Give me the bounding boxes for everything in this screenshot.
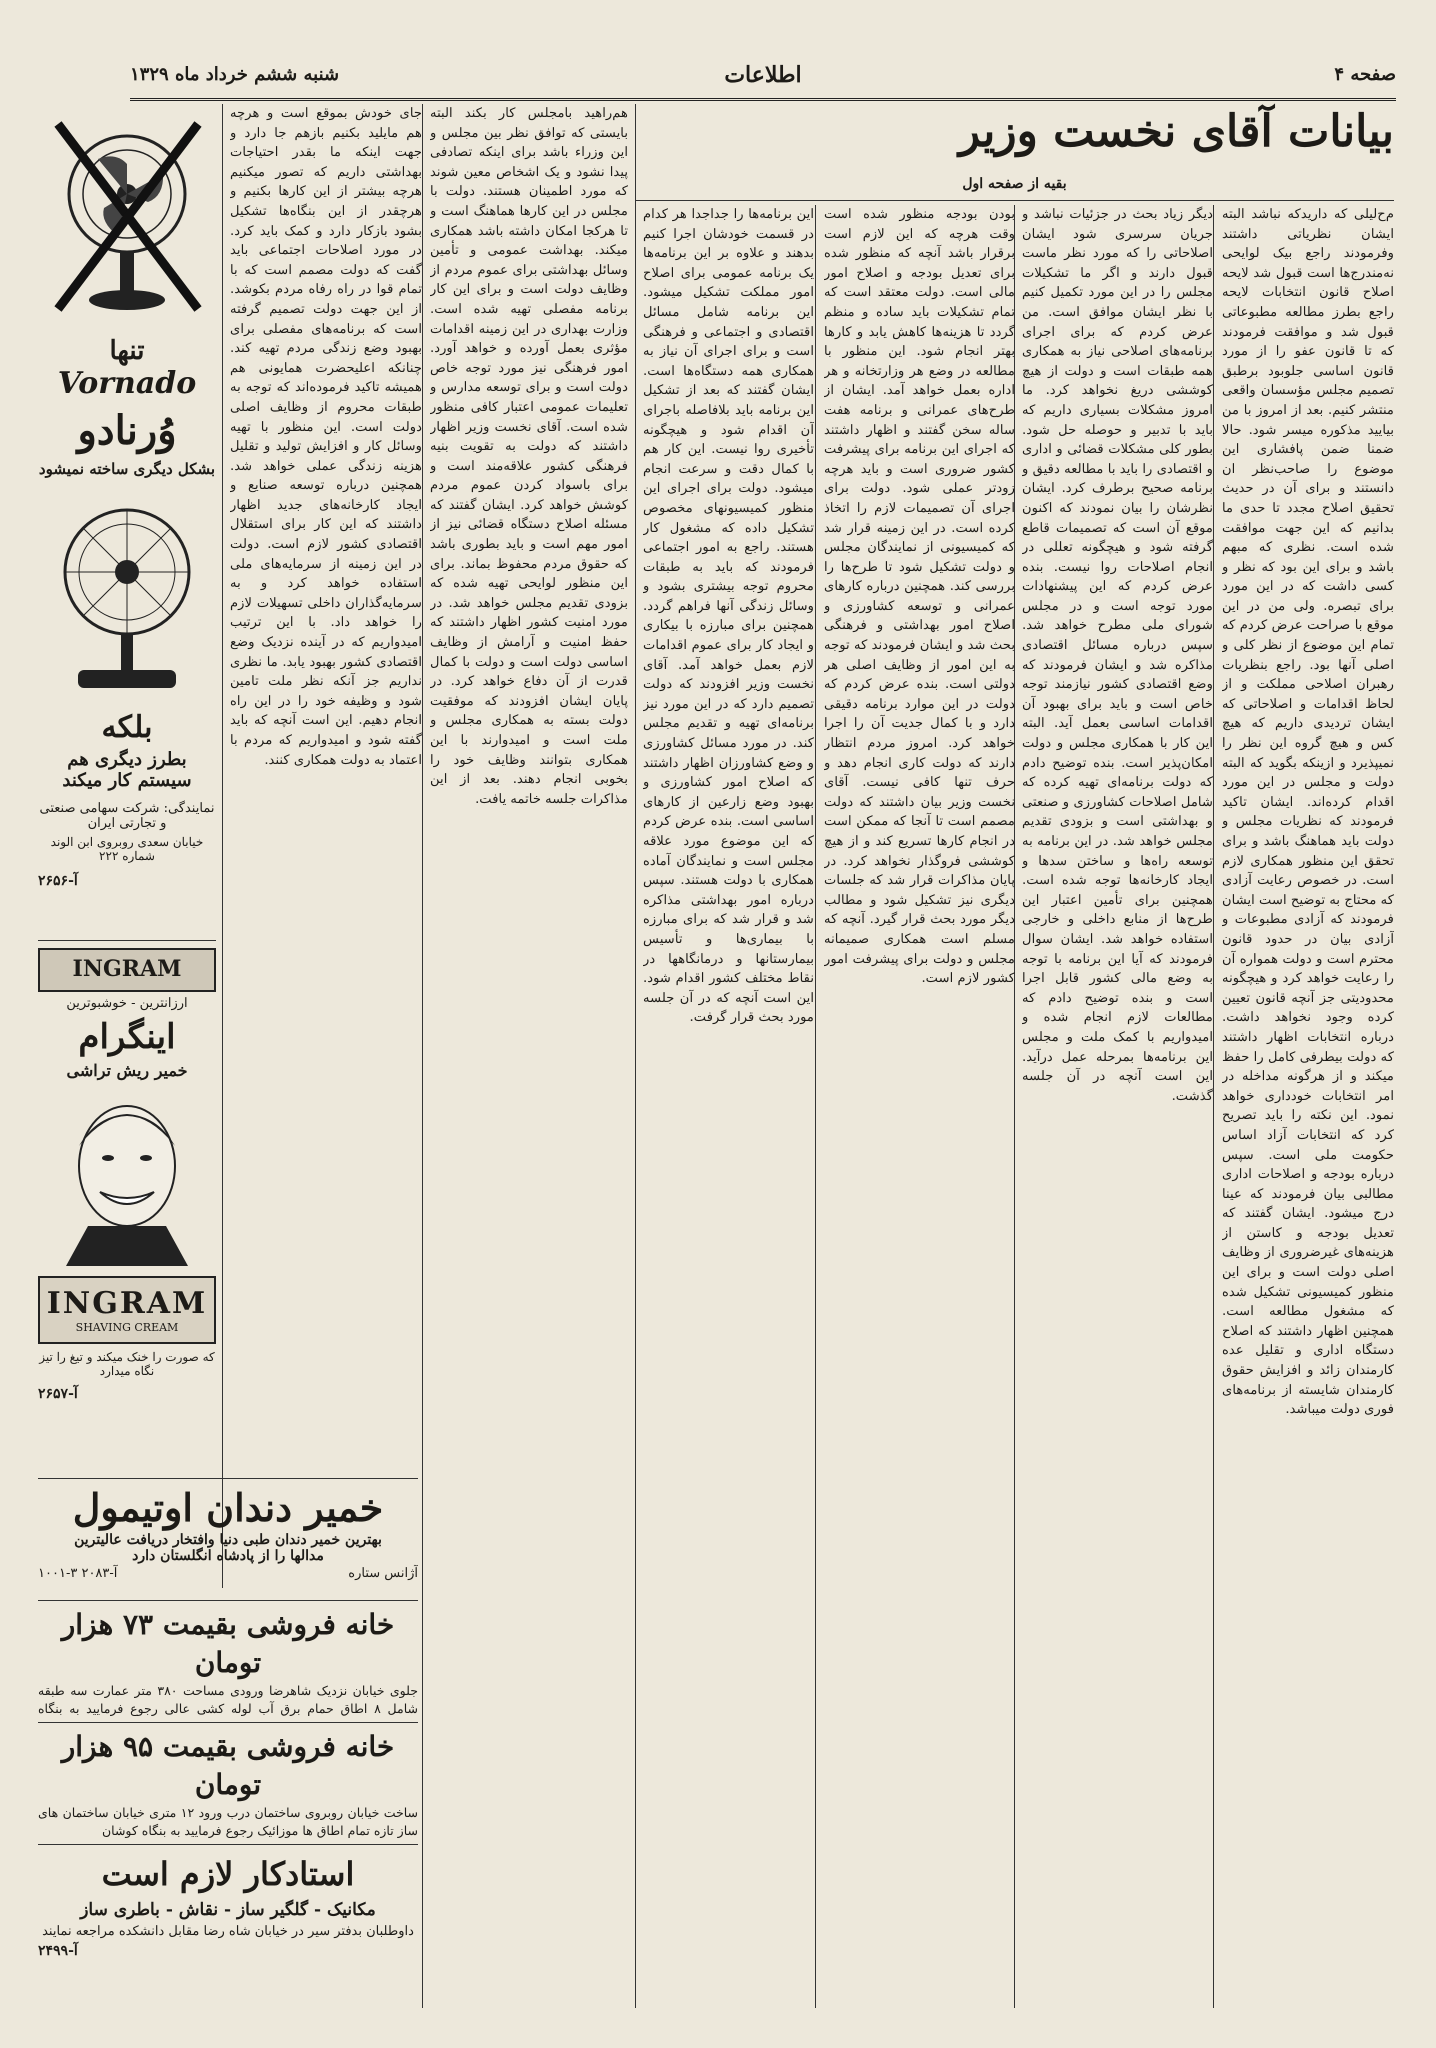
article-column-6: جای خودش بموقع است و هرچه هم مایلید بکنیم بازهم جا دارد و جهت اینکه ما بقدر احتیاجات بهداشتی داریم که تصور میکنیم هرچه بیشتر از این کارها بکنیم و هرچقدر از این بنگاه‌ها تشکیل بشود بازکار دارد و کمک باید کرد. در مورد اصلاحات اجتماعی باید گفت که دولت مصمم است که با تمام قوا در راه رفاه مردم بکوشد. از این جهت دولت تصمیم گرفته است که برنامه‌های مفصلی برای بهبود وضع زندگی مردم تهیه کند. چنانکه اعلیحضرت همایونی هم همیشه تاکید فرموده‌اند که توجه به طبقات محروم از وظایف اصلی دولت است. این منظور با تهیه وسائل کار و افزایش تولید و تقلیل هزینه زندگی عملی خواهد شد. همچنین درباره توسعه صنایع و ایجاد کارخانه‌های جدید اظهار داشتند که این کار برای استقلال اقتصادی کشور لازم است. دولت در این زمینه از سرمایه‌های ملی استفاده خواهد کرد و به سرمایه‌گذاران داخلی تسهیلات لازم را خواهد داد. با این ترتیب امیدواریم که در آینده نزدیک وضع اقتصادی کشور بهبود یابد. ما نظری نداریم جز آنکه نظر ملت تامین شود و وظیفه خود را در این راه انجام دهیم. این است آنچه که باید گفته شود و امیدواریم که مردم با اعتماد به دولت همکاری کنند. <box>230 106 422 768</box>
article-column-5: هم‌راهید بامجلس کار بکند البته بایستی که توافق نظر بین مجلس و این وزراء باشد برای اینکه تصادفی پیدا نشود و یک اشخاص معین شوند که مورد اطمینان هستند. دولت با مجلس در این کارها هماهنگ است و تا هرکجا امکان داشته باشد همکاری میکند. بهداشت عمومی و تأمین وسائل بهداشتی برای عموم مردم از وظایف دولت است و برای این کار برنامه مفصلی تهیه شده است. وزارت بهداری در این زمینه اقدامات مؤثری بعمل آورده و خواهد آورد. امور فرهنگی نیز مورد توجه خاص دولت است و برای توسعه مدارس و تعلیمات عمومی اعتبار کافی منظور شده است. آقای نخست وزیر اظهار داشتند که دولت به تقویت بنیه فرهنگی کشور علاقه‌مند است و برای باسواد کردن عموم مردم کوشش خواهد کرد. ایشان گفتند که مسئله اصلاح دستگاه قضائی نیز از امور مهم است و باید بطوری باشد که حقوق مردم محفوظ بماند. برای این منظور لوایحی تهیه شده که بزودی تقدیم مجلس خواهد شد. در مورد امنیت کشور اظهار داشتند که حفظ امنیت و آرامش از وظایف اساسی دولت است و دولت با کمال قدرت از آن دفاع خواهد کرد. در پایان ایشان افزودند که موفقیت دولت بسته به همکاری مجلس و ملت است و امیدوارند با این همکاری بتوانند وظایف خود را بخوبی انجام دهند. بعد از این مذاکرات جلسه خاتمه یافت. <box>430 106 628 807</box>
ad-divider <box>38 1600 418 1601</box>
ingram-sub: SHAVING CREAM <box>75 1321 179 1334</box>
fan-tagline: بشکل دیگری ساخته نمیشود <box>38 460 216 478</box>
job-body: مکانیک - گلگیر ساز - نقاش - باطری ساز <box>80 1900 376 1920</box>
fan-top-word: تنها <box>109 336 145 366</box>
ingram-brand-persian: اینگرام <box>78 1017 176 1057</box>
house2-body: ساخت خیابان روبروی ساختمان درب ورود ۱۲ متری خیابان ساختمان های ساز تازه تمام اطاق ها موزائیک رجوع فرمایید به بنگاه کوشان <box>38 1805 418 1838</box>
house-sale-ad-2 <box>38 1728 418 1838</box>
headline-rule <box>635 200 1394 201</box>
paper-name: اطلاعات <box>724 62 802 88</box>
ad-divider <box>38 940 216 941</box>
toothpaste-agent: آژانس ستاره <box>348 1566 418 1581</box>
page-header <box>130 58 1396 101</box>
fan-body: بطرز دیگری هم سیستم کار میکند <box>62 749 192 791</box>
continued-note: بقیه از صفحه اول <box>962 176 1067 192</box>
job-title: استادکار لازم است <box>101 1855 355 1893</box>
column-rule <box>815 205 816 2008</box>
house2-title: خانه فروشی بقیمت ۹۵ هزار تومان <box>61 1730 395 1801</box>
ingram-note: که صورت را خنک میکند و تیغ را تیز نگاه میدارد <box>39 1350 215 1378</box>
toothpaste-line1: بهترین خمیر دندان طبی دنیا وافتخار دریافت عالیترین <box>74 1532 382 1548</box>
job-ad-code: آ-۲۴۹۹ <box>38 1943 78 1959</box>
article-column-2: دیگر زیاد بحث در جزئیات نباشد و جریان سرسری شود ایشان اصلاحاتی را که مورد نظر ماست قبول دارند و اگر ما تشکیلات مجلس را در این مورد تکمیل کنیم با نظر ایشان موافق است. من عرض کردم که برای اجرای برنامه‌های اصلاحی نیاز به همکاری همه طبقات است و دولت از هیچ کوششی دریغ نخواهد کرد. ما امروز مشکلات بسیاری داریم که باید با تدبیر و حوصله حل شود. بطور کلی مشکلات قضائی و اداری و اقتصادی را باید با مطالعه دقیق و برنامه صحیح برطرف کرد. ایشان نظرشان را بیان نمودند که اکنون موقع آن است که تصمیمات قاطع گرفته شود و هیچگونه تعللی در انجام اصلاحات روا نیست. بنده عرض کردم که این پیشنهادات مورد توجه است و در مجلس شورای ملی مطرح خواهد شد. سپس درباره مسائل اقتصادی مذاکره شد و ایشان فرمودند که وضع اقتصادی کشور نیازمند توجه خاص است و باید برای بهبود آن اقدامات اساسی بعمل آید. البته این کار با همکاری مجلس و دولت امکان‌پذیر است. بنده توضیح دادم که دولت برنامه‌ای تهیه کرده که شامل اصلاحات کشاورزی و صنعتی و بهداشتی است و بزودی تقدیم مجلس خواهد شد. در این برنامه به توسعه راه‌ها و ساختن سدها و ایجاد کارخانه‌ها توجه شده است. همچنین برای تأمین اعتبار این طرح‌ها از منابع داخلی و خارجی استفاده خواهد شد. ایشان سوال فرمودند که آیا این برنامه با توجه به وضع مالی کشور قابل اجرا است و بنده توضیح دادم که مطالعات لازم انجام شده و امیدواریم با کمک ملت و مجلس این برنامه‌ها بمرحله عمل درآید. این است آنچه در آن جلسه گذشت. <box>1022 207 1213 1104</box>
job-ad <box>38 1852 418 2002</box>
ingram-brand: INGRAM <box>46 1286 208 1321</box>
fan-brand-latin: Vornado <box>57 366 197 401</box>
ingram-tagline: خمیر ریش تراشی <box>66 1061 188 1080</box>
issue-date: شنبه ششم خرداد ماه ۱۳۲۹ <box>130 64 340 85</box>
toothpaste-line2: مدالها را از پادشاه انگلستان دارد <box>132 1548 324 1564</box>
ingram-tube-top: INGRAM <box>38 948 216 992</box>
article-headline: بیانات آقای نخست وزیر <box>958 106 1394 157</box>
house1-body: جلوی خیابان نزدیک شاهرضا ورودی مساحت ۳۸۰ متر عمارت سه طبقه شامل ۸ اطاق حمام برق آب لوله کشی عالی رجوع فرمایید به بنگاه <box>38 1683 418 1716</box>
fan-subtitle: بلکه <box>101 710 153 745</box>
ad-divider <box>38 1722 418 1723</box>
column-rule <box>222 104 223 1588</box>
fan-address: خیابان سعدی روبروی ابن الوند شماره ۲۲۲ <box>50 835 204 863</box>
fan-agent: نمایندگی: شرکت سهامی صنعتی و تجارتی ایران <box>39 801 215 831</box>
ingram-ad <box>38 948 216 1468</box>
ad-divider <box>38 1844 418 1845</box>
fan-crossed-out-icon <box>38 104 216 324</box>
fan-ad-code: آ-۲۶۵۶ <box>38 873 78 889</box>
smiling-man-icon <box>38 1086 216 1266</box>
column-rule <box>422 104 423 2008</box>
ad-divider <box>38 1478 418 1479</box>
fan-brand-persian: وُرنادو <box>77 407 177 454</box>
toothpaste-ad <box>38 1484 418 1596</box>
toothpaste-title: خمیر دندان اوتیمول <box>72 1485 384 1530</box>
fan-ad <box>38 104 216 934</box>
page-number: صفحه ۴ <box>1334 64 1396 85</box>
ingram-banner: ارزانترین - خوشبوترین <box>66 996 188 1011</box>
ingram-tube <box>38 1276 216 1344</box>
toothpaste-ad-code: آ-۲۰۸۳ ۳-۱۰۰۱ <box>38 1566 118 1581</box>
ingram-ad-code: آ-۲۶۵۷ <box>38 1386 78 1402</box>
article-column-1: م‌ح‌لیلی که داریدکه نباشد البته ایشان نظریاتی داشتند وفرمودند راجع بیک لوایحی نه‌مندرج‌ها است قبول شد لایحه اصلاح قانون انتخابات لایحه راجع بطرز مطالعه مطبوعاتی قبول شد و موافقت فرمودند که تا قانون عفو را از مورد قانون اساسی جلوبود برطبق تصمیم مجلس مؤسسان واقعی منتشر کنیم. بعد از امروز با من بیایید مذکوره میسر شود. حالا ضمنا ضمن پافشاری این موضوع را صاحب‌نظر ان دانستند و برای آن در حدیث تحقیق اصلاح مجدد تا حدی ما بدانیم که این جهت موافقت شده است. نظری که مبهم باشد و برای این بود که نظر و کسی داشت که در این مورد برای تبصره. ولی من در این موقع با صراحت عرض کردم که تمام این موضوع از نظر کلی و اصلی آنها بود. راجع بنظریات رهبران اصلاحی مملکت و از لحاظ اقدامات و اصلاحاتی که ایشان تردیدی داریم که هیچ کس و هیچ گروه این نظر را نمیپذیرد و ازینکه بگوید که البته دولت و مجلس در این مورد اقدام کرده‌اند. ایشان تاکید فرمودند که نظریات مجلس و دولت باید هماهنگ باشد و برای تحقق این منظور همکاری لازم است. در خصوص رعایت آزادی که محتاج به توضیح است ایشان فرمودند که آزادی مطبوعات و آزادی بیان در حدود قانون محترم است و دولت همواره آن را رعایت خواهد کرد و هیچگونه محدودیتی جز آنچه قانون تعیین کرده وجود نخواهد داشت. درباره انتخابات اظهار داشتند که دولت بیطرفی کامل را حفظ میکند و از هرگونه مداخله در امر انتخابات خودداری خواهد نمود. این نکته را باید تصریح کرد که انتخابات آزاد اساس حکومت ملی است. سپس درباره بودجه و اصلاحات اداری مطالبی بیان فرمودند که عینا درج میشود. ایشان گفتند که تعدیل بودجه و کاستن از هزینه‌های غیرضروری از وظایف اصلی دولت است و برای این منظور کمیسیونی تشکیل شده که مشغول مطالعه است. همچنین اظهار داشتند که اصلاح دستگاه اداری و تقلیل عده کارمندان زائد و افزایش حقوق کارمندان شایسته از برنامه‌های فوری دولت میباشد. <box>1222 207 1394 1418</box>
column-rule <box>635 104 636 2008</box>
house-sale-ad-1 <box>38 1606 418 1716</box>
article-column-3: بودن بودجه منظور شده است وقت هرچه که این لازم است برقرار باشد آنچه که منظور شده برای تعدیل بودجه و اصلاح امور مالی است. دولت معتقد است که تمام تشکیلات باید ساده و منظم گردد تا هزینه‌ها کاهش یابد و کارها بهتر انجام شود. این منظور با مطالعه در وضع هر وزارتخانه و هر اداره بعمل خواهد آمد. ایشان از طرح‌های عمرانی و برنامه هفت ساله سخن گفتند و اظهار داشتند که اجرای این برنامه برای پیشرفت کشور ضروری است و باید هرچه زودتر عملی شود. دولت برای اجرای آن تصمیمات لازم را اتخاذ کرده است. در این زمینه قرار شد که کمیسیونی از نمایندگان مجلس و دولت تشکیل شود تا طرح‌ها را بررسی کند. همچنین درباره کارهای عمرانی و توسعه کشاورزی و اصلاح امور بهداشتی و فرهنگی بحث شد و ایشان فرمودند که توجه به این امور از وظایف اصلی هر دولتی است. بنده عرض کردم که دولت در این موارد برنامه دقیقی دارد و با کمال جدیت آن را اجرا خواهد کرد. امروز مردم انتظار دارند که دولت کاری انجام دهد و حرف تنها کافی نیست. آقای نخست وزیر بیان داشتند که دولت مصمم است تا آنجا که ممکن است در انجام کارها تسریع کند و از هیچ کوششی فروگذار نخواهد کرد. در پایان مذاکرات قرار شد که جلسات دیگری نیز تشکیل شود و مطالب دیگر مورد بحث قرار گیرد. آنچه که مسلم است همکاری صمیمانه مجلس و دولت برای پیشرفت امور کشور لازم است. <box>824 207 1015 987</box>
house1-title: خانه فروشی بقیمت ۷۳ هزار تومان <box>61 1608 395 1679</box>
fan-illustration-icon <box>38 492 216 702</box>
column-rule <box>1213 205 1214 2008</box>
article-column-4: این برنامه‌ها را جداجدا هر کدام در قسمت خودشان اجرا کنیم بدهند و علاوه بر این برنامه‌ها یک برنامه عمومی برای اصلاح امور مملکت تشکیل میشود. این برنامه شامل مسائل اقتصادی و اجتماعی و فرهنگی است و برای اجرای آن نیاز به همکاری همه دستگاه‌ها است. ایشان گفتند که بعد از تشکیل این برنامه باید بلافاصله باجرای آن اقدام شود و هیچگونه تأخیری روا نیست. این کار هم با کمال دقت و سرعت انجام میشود. دولت برای اجرای این منظور کمیسیونهای مخصوص تشکیل داده که مشغول کار هستند. راجع به امور اجتماعی فرمودند که باید به طبقات محروم توجه بیشتری بشود و وسائل زندگی آنها فراهم گردد. همچنین برای مبارزه با بیکاری و ایجاد کار برای عموم اقدامات لازم بعمل خواهد آمد. آقای نخست وزیر افزودند که دولت تصمیم دارد که در این مورد نیز برنامه‌ای تهیه و تقدیم مجلس کند. در مورد مسائل کشاورزی و وضع کشاورزان اظهار داشتند که اصلاح امور کشاورزی و بهبود وضع زارعین از کارهای اساسی است. بنده عرض کردم که این موضوع مورد علاقه مجلس است و نمایندگان آماده همکاری با دولت هستند. سپس درباره امور بهداشتی مذاکره شد و قرار شد که برای مبارزه با بیماری‌ها و تأسیس بیمارستانها و درمانگاهها در نقاط مختلف کشور اقدام شود. این است آنچه که در آن جلسه مورد بحث قرار گرفت. <box>643 207 814 1026</box>
job-detail: داوطلبان بدفتر سیر در خیابان شاه رضا مقابل دانشکده مراجعه نمایند <box>42 1924 414 1939</box>
